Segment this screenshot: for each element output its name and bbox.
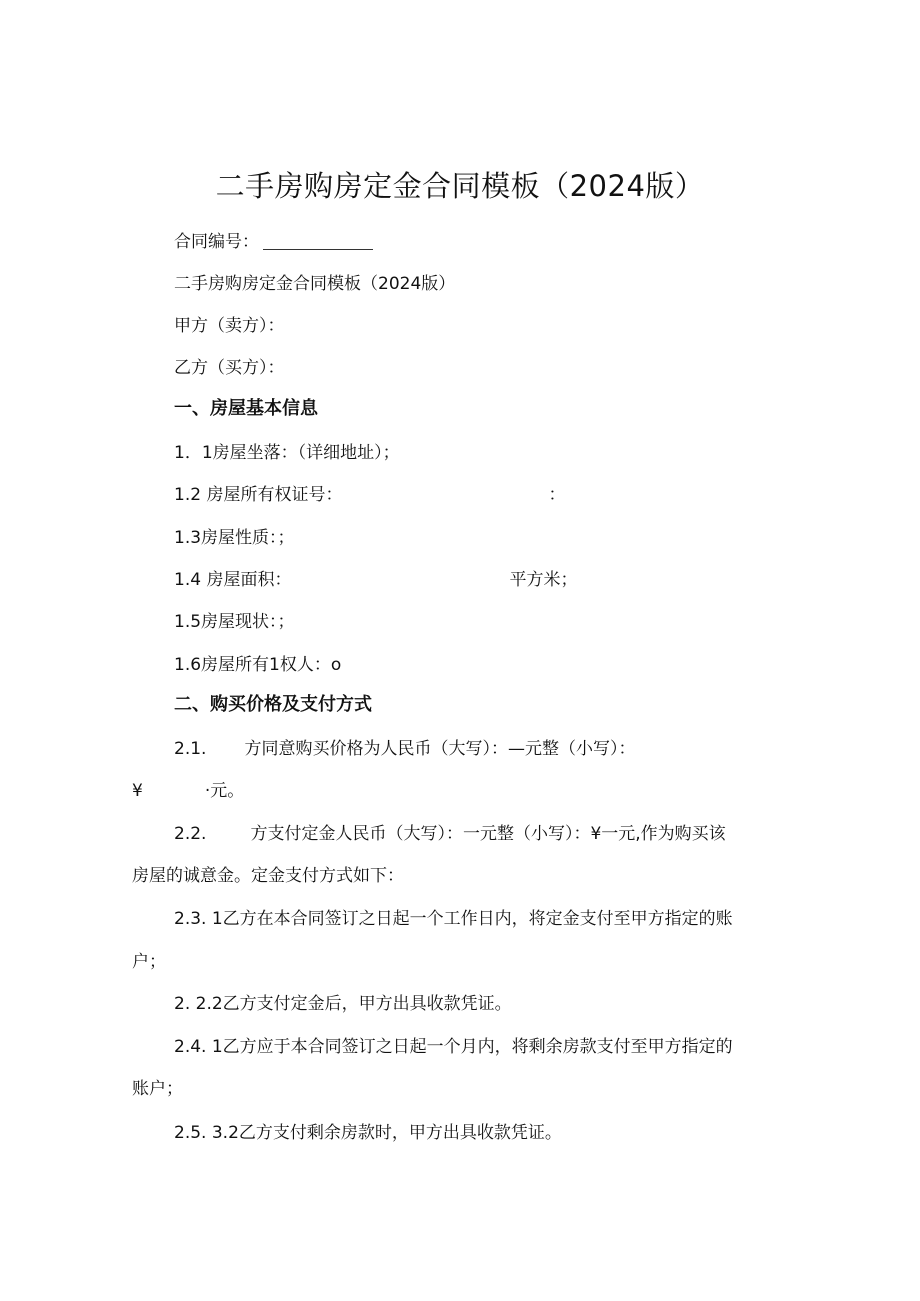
item-1-2 [174,484,565,506]
para-2-1 [174,738,635,760]
section-1-heading: 一、房屋基本信息 [174,398,318,419]
para-2-2 [174,823,726,845]
para-2-1-yen: ¥ [132,781,143,801]
item-1-2-label: 1.2 房屋所有权证号： [174,485,343,505]
para-2-2-cont: 房屋的诚意金。定金支付方式如下： [132,866,404,886]
para-2-3-cont: 户； [132,952,166,972]
item-1-4 [174,569,577,591]
para-2-2-number: 2.2. [174,824,207,844]
para-2-1-number: 2.1. [174,739,207,759]
party-b: 乙方（买方）： [174,358,285,378]
subtitle: 二手房购房定金合同模板（2024版） [174,274,456,294]
document-title: 二手房购房定金合同模板（2024版） [215,169,705,203]
item-1-5: 1.5房屋现状：； [174,612,295,632]
para-2-5: 2.5. 3.2乙方支付剩余房款时，甲方出具收款凭证。 [174,1123,562,1143]
section-2-heading: 二、购买价格及支付方式 [174,694,372,715]
item-1-3: 1.3房屋性质：； [174,528,295,548]
para-2-2-2: 2. 2.2乙方支付定金后，甲方出具收款凭证。 [174,994,512,1014]
item-1-4-label: 1.4 房屋面积： [174,570,292,590]
para-2-2-text: 方支付定金人民币（大写）：一元整（小写）：¥一元,作为购买该 [250,824,726,844]
para-2-4-cont: 账户； [132,1079,183,1099]
contract-number-blank [263,235,373,250]
contract-number-line [174,231,373,253]
item-1-1: 1．1房屋坐落：（详细地址）； [174,443,400,463]
contract-number-label: 合同编号： [174,232,259,252]
para-2-1-cont [132,780,244,802]
para-2-4: 2.4. 1乙方应于本合同签订之日起一个月内，将剩余房款支付至甲方指定的 [174,1037,733,1057]
para-2-3: 2.3. 1乙方在本合同签订之日起一个工作日内，将定金支付至甲方指定的账 [174,909,733,929]
para-2-1-text: 方同意购买价格为人民币（大写）：—元整（小写）： [244,739,636,759]
item-1-2-colon: ： [548,485,566,505]
para-2-1-yuan: ·元。 [204,781,245,801]
item-1-4-unit: 平方米； [509,570,578,590]
party-a: 甲方（卖方）： [174,316,285,336]
item-1-6: 1.6房屋所有1权人：o [174,655,342,675]
